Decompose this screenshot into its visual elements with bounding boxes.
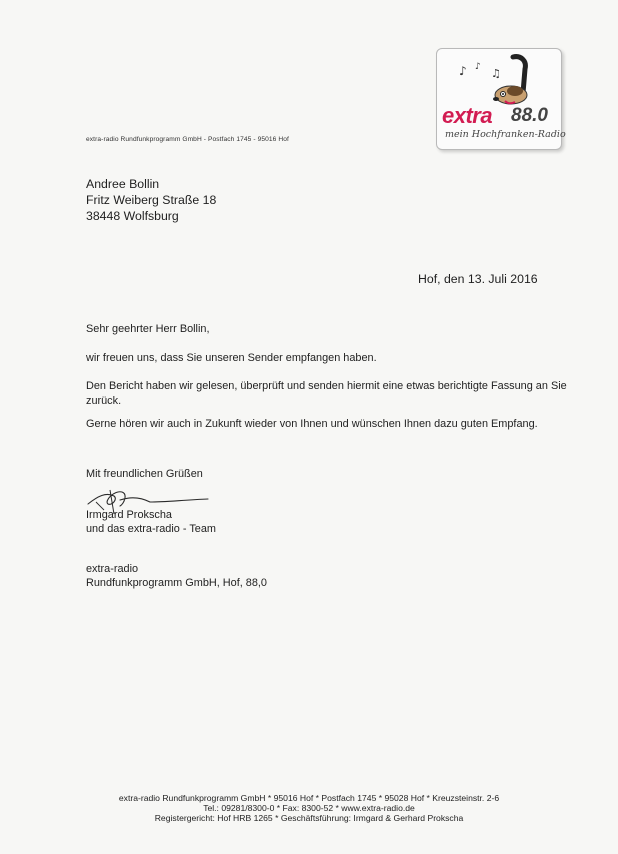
logo-frequency: 88.0 xyxy=(511,105,548,126)
footer-line-3: Registergericht: Hof HRB 1265 * Geschäftsführung: Irmgard & Gerhard Prokscha xyxy=(154,813,464,823)
company-line-2: Rundfunkprogramm GmbH, Hof, 88,0 xyxy=(86,577,267,589)
letter-date: Hof, den 13. Juli 2016 xyxy=(418,272,538,286)
recipient-city: 38448 Wolfsburg xyxy=(86,209,179,223)
recipient-name: Andree Bollin xyxy=(86,177,160,191)
station-logo xyxy=(436,48,566,150)
recipient-street: Fritz Weiberg Straße 18 xyxy=(86,193,217,207)
svg-text:♫: ♫ xyxy=(491,67,501,80)
salutation: Sehr geehrter Herr Bollin, xyxy=(86,323,210,335)
logo-mascot-icon xyxy=(455,53,545,109)
signer-name: Irmgard Prokscha xyxy=(86,509,172,521)
svg-text:♪: ♪ xyxy=(459,64,467,78)
logo-slogan: mein Hochfranken-Radio xyxy=(445,129,566,140)
company-line-1: extra-radio xyxy=(86,563,139,575)
closing-greeting: Mit freundlichen Grüßen xyxy=(86,468,203,480)
team-line: und das extra-radio - Team xyxy=(86,523,216,535)
paragraph-2: Den Bericht haben wir gelesen, überprüft und senden hiermit eine etwas berichtigte Fassung an Sie zurück. xyxy=(86,380,567,407)
sender-line: extra-radio Rundfunkprogramm GmbH - Postfach 1745 - 95016 Hof xyxy=(86,136,289,143)
svg-text:♪: ♪ xyxy=(475,62,481,72)
paragraph-1: wir freuen uns, dass Sie unseren Sender empfangen haben. xyxy=(86,352,377,364)
footer-line-1: extra-radio Rundfunkprogramm GmbH * 95016 Hof * Postfach 1745 * 95028 Hof * Kreuzsteinstr. 2-6 xyxy=(118,793,500,803)
footer-line-2: Tel.: 09281/8300-0 * Fax: 8300-52 * www.extra-radio.de xyxy=(203,803,415,813)
paragraph-3: Gerne hören wir auch in Zukunft wieder von Ihnen und wünschen Ihnen dazu guten Empfang. xyxy=(86,418,538,430)
logo-word: extra xyxy=(442,103,493,128)
recipient-address xyxy=(86,176,216,224)
